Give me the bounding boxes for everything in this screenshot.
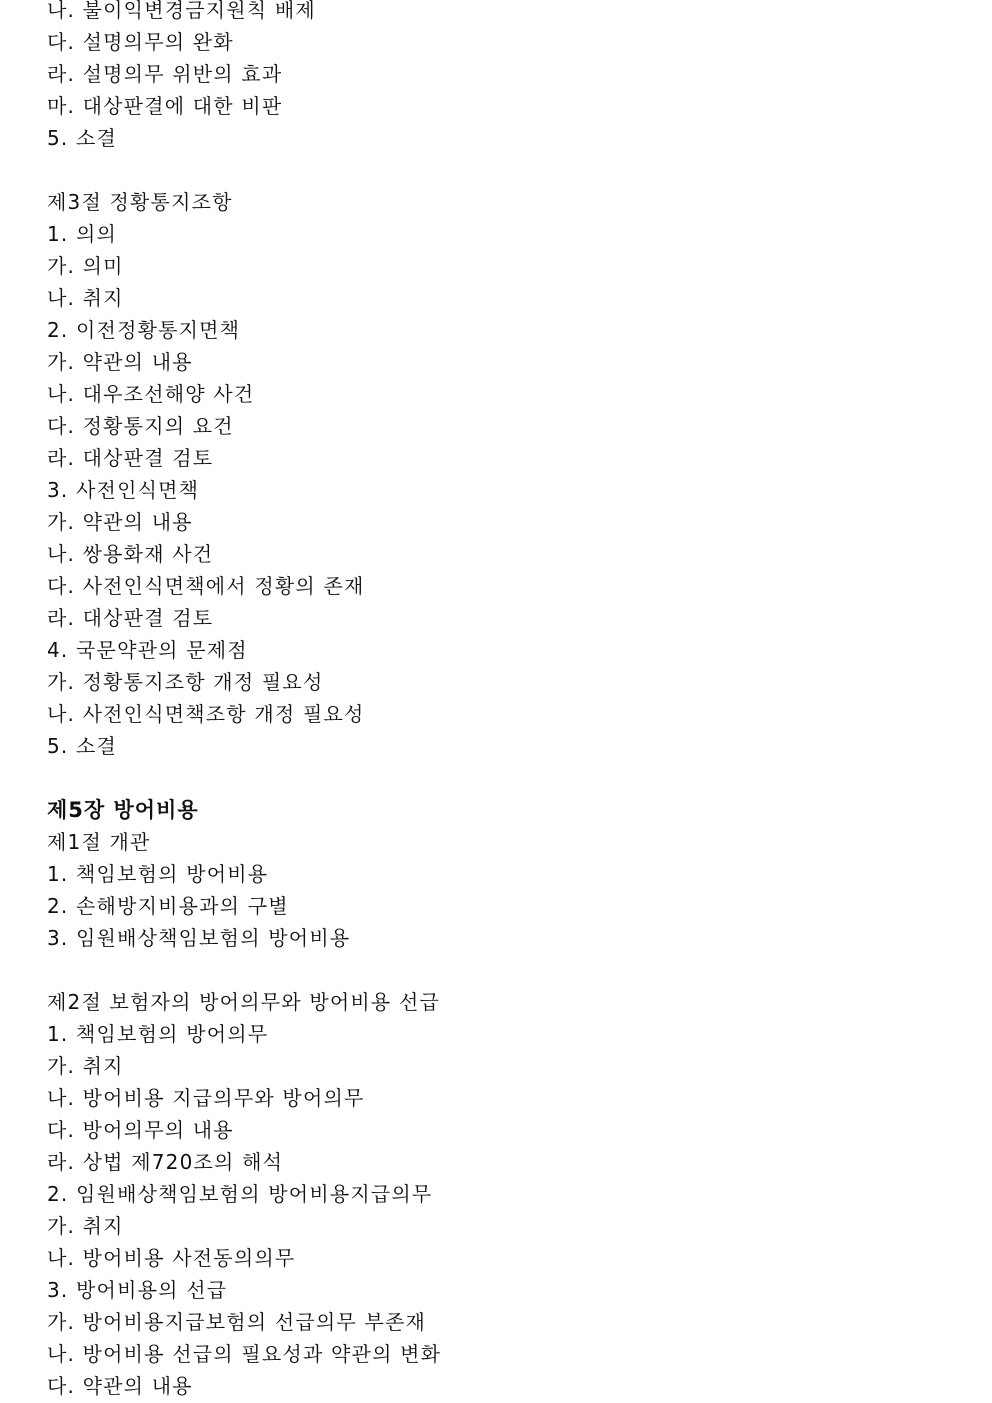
toc-line: 2. 이전정황통지면책: [47, 318, 241, 342]
section-heading: 제2절 보험자의 방어의무와 방어비용 선급: [47, 990, 440, 1014]
toc-line: 1. 책임보험의 방어비용: [47, 862, 269, 886]
toc-line: 2. 손해방지비용과의 구별: [47, 894, 289, 918]
toc-line: 나. 대우조선해양 사건: [47, 382, 255, 406]
toc-line: 가. 방어비용지급보험의 선급의무 부존재: [47, 1310, 427, 1334]
toc-line: 가. 취지: [47, 1214, 124, 1238]
toc-line: 2. 임원배상책임보험의 방어비용지급의무: [47, 1182, 433, 1206]
toc-line: 나. 방어비용 사전동의의무: [47, 1246, 296, 1270]
toc-line: 라. 대상판결 검토: [47, 606, 214, 630]
toc-line: 나. 취지: [47, 286, 124, 310]
toc-line: 라. 설명의무 위반의 효과: [47, 62, 283, 86]
toc-line: 나. 불이익변경금지원칙 배제: [47, 0, 316, 22]
toc-line: 다. 약관의 내용: [47, 1374, 193, 1398]
toc-line: 라. 대상판결 검토: [47, 446, 214, 470]
document-page: [47, 0, 947, 1402]
spacer: [47, 154, 947, 186]
toc-line: 마. 대상판결에 대한 비판: [47, 94, 283, 118]
toc-line: 가. 약관의 내용: [47, 350, 193, 374]
toc-line: 다. 사전인식면책에서 정황의 존재: [47, 574, 365, 598]
toc-line: 다. 정황통지의 요건: [47, 414, 234, 438]
toc-line: 3. 사전인식면책: [47, 478, 200, 502]
toc-line: 나. 방어비용 지급의무와 방어의무: [47, 1086, 365, 1110]
toc-line: 가. 의미: [47, 254, 124, 278]
toc-line: 가. 취지: [47, 1054, 124, 1078]
toc-line: 가. 정황통지조항 개정 필요성: [47, 670, 324, 694]
toc-line: 가. 약관의 내용: [47, 510, 193, 534]
toc-line: 5. 소결: [47, 734, 118, 758]
toc-line: 나. 방어비용 선급의 필요성과 약관의 변화: [47, 1342, 442, 1366]
toc-line: 다. 설명의무의 완화: [47, 30, 234, 54]
toc-line: 나. 사전인식면책조항 개정 필요성: [47, 702, 365, 726]
toc-line: 5. 소결: [47, 126, 118, 150]
section-heading: 제3절 정황통지조항: [47, 190, 233, 214]
toc-line: 1. 의의: [47, 222, 118, 246]
toc-line: 라. 상법 제720조의 해석: [47, 1150, 284, 1174]
toc-line: 3. 임원배상책임보험의 방어비용: [47, 926, 351, 950]
chapter-title: 제5장 방어비용: [47, 798, 199, 822]
toc-line: 3. 방어비용의 선급: [47, 1278, 228, 1302]
spacer: [47, 954, 947, 986]
toc-line: 다. 방어의무의 내용: [47, 1118, 234, 1142]
toc-line: 1. 책임보험의 방어의무: [47, 1022, 269, 1046]
spacer: [47, 762, 947, 794]
toc-line: 4. 국문약관의 문제점: [47, 638, 248, 662]
toc-line: 나. 쌍용화재 사건: [47, 542, 214, 566]
section-heading: 제1절 개관: [47, 830, 151, 854]
